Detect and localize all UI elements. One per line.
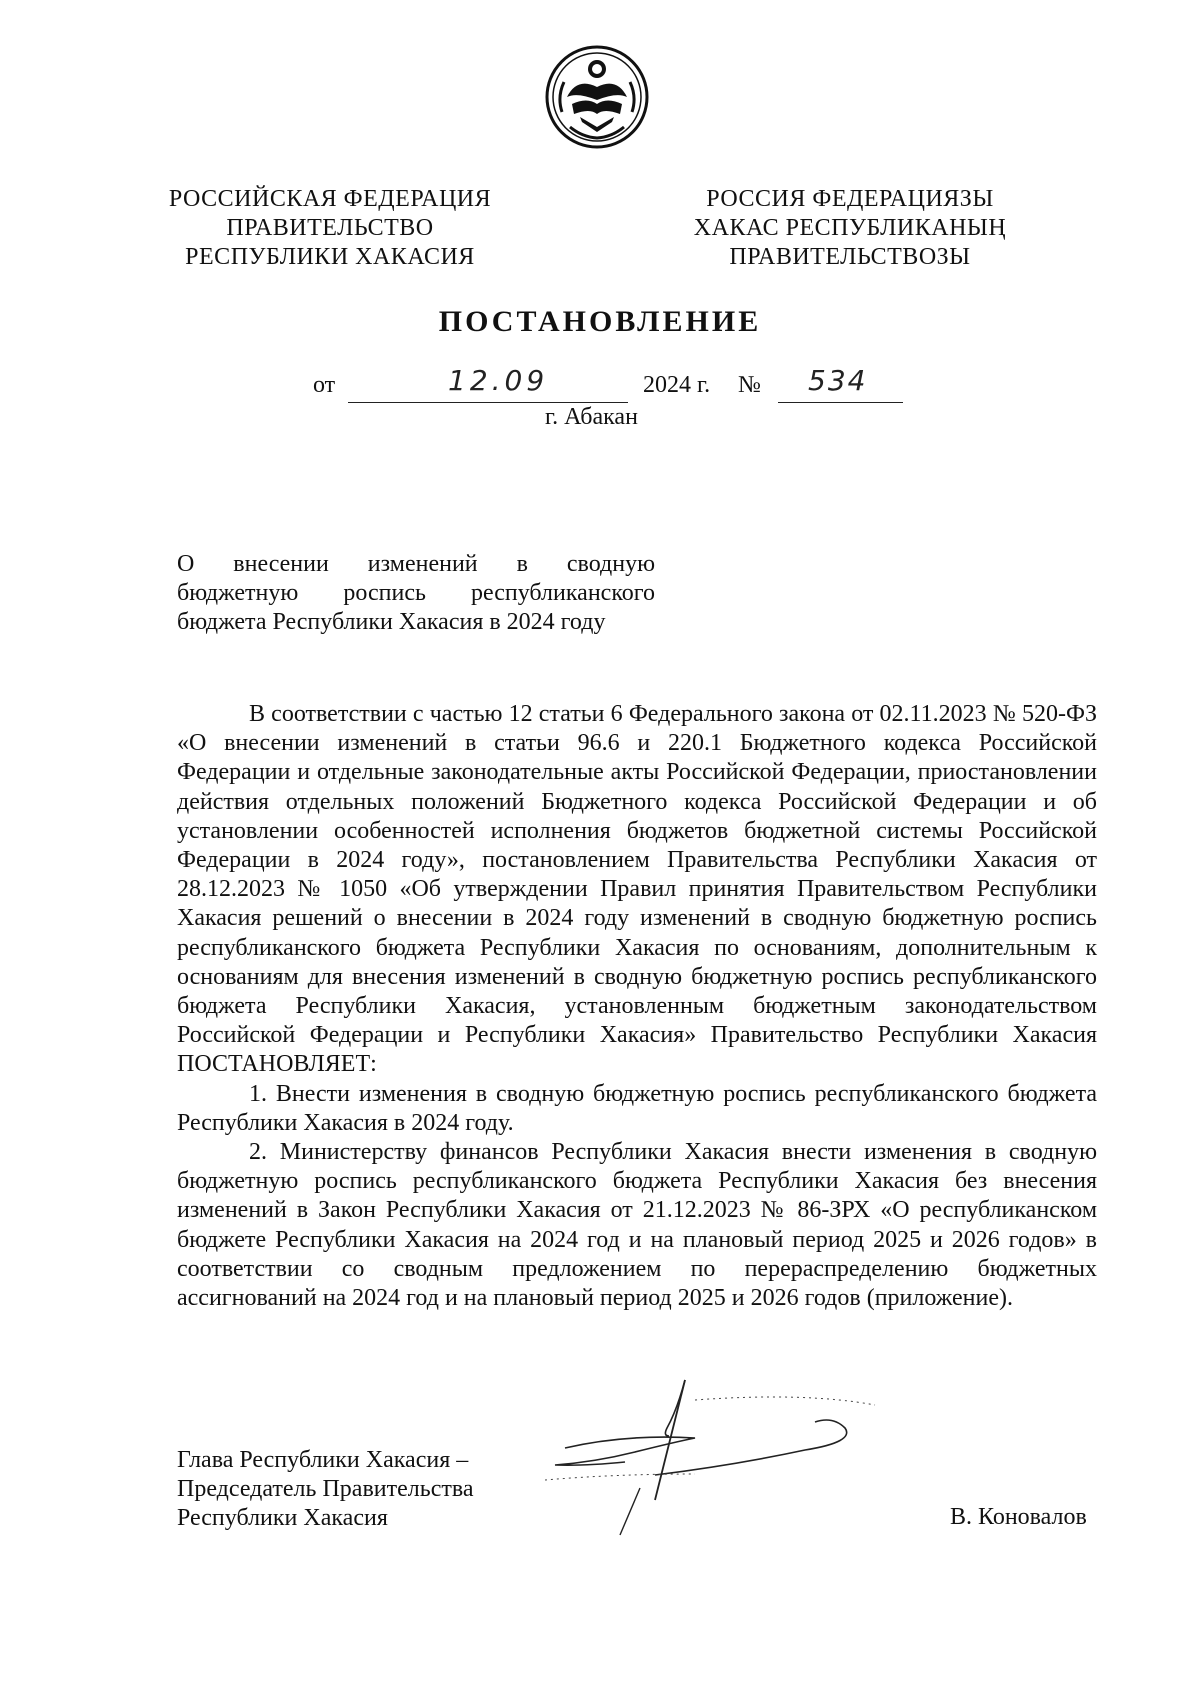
signatory-title [177,1446,474,1533]
body-paragraph: 1. Внести изменения в сводную бюджетную роспись республиканского бюджета Республики Хакасия в 2024 году. [177,1080,1097,1136]
subject-line: О внесении изменений в сводную [177,551,655,577]
coat-of-arms-icon [542,42,652,152]
signatory-title-line: Председатель Правительства [177,1476,474,1502]
header-left-line: РОССИЙСКАЯ ФЕДЕРАЦИЯ [168,186,492,212]
number-sign: № [738,372,761,398]
number-underline [778,402,903,403]
header-right-line: РОССИЯ ФЕДЕРАЦИЯЗЫ [706,186,994,212]
signer-name: В. Коновалов [950,1504,1087,1530]
subject-line: бюджетную роспись республиканского [177,580,655,606]
header-left-line: ПРАВИТЕЛЬСТВО [226,215,434,241]
handwritten-signature [545,1370,935,1560]
body-paragraph: 2. Министерству финансов Республики Хакасия внести изменения в сводную бюджетную роспись республиканского бюджета Республики Хакасия без внесения изменений в Закон Республики Хакасия от 21.12.2023 № 86-ЗРХ «О республиканском бюджете Республики Хакасия на 2024 год и на плановый период 2025 и 2026 годов» в соответствии со сводным предложением по перераспределению бюджетных ассигнований на 2024 год и на плановый период 2025 и 2026 годов (приложение). [177,1139,1097,1312]
body-paragraph: В соответствии с частью 12 статьи 6 Федерального закона от 02.11.2023 № 520-ФЗ «О внесении изменений в статьи 96.6 и 220.1 Бюджетного кодекса Российской Федерации и отдельные законодательные акты Российской Федерации, приостановлении действия отдельных положений Бюджетного кодекса Российской Федерации и об установлении особенностей исполнения бюджетов бюджетной системы Российской Федерации в 2024 году», постановлением Правительства Республики Хакасия от 28.12.2023 № 1050 «Об утверждении Правил принятия Правительством Республики Хакасия решений о внесении в 2024 году изменений в сводную бюджетную роспись республиканского бюджета Республики Хакасия по основаниям, дополнительным к основаниям для внесения изменений в сводную бюджетную роспись республиканского бюджета Республики Хакасия, установленным бюджетным законодательством Российской Федерации и Республики Хакасия» Правительство Республики Хакасия ПОСТАНОВЛЯЕТ: [177,701,1097,1078]
header-left [160,185,500,272]
subject-line: бюджета Республики Хакасия в 2024 году [177,609,606,635]
date-underline [348,402,628,403]
body-text [177,700,1097,1313]
header-right-line: ХАКАС РЕСПУБЛИКАНЫҢ [693,215,1007,241]
subject-block [177,550,655,637]
date-year: 2024 г. [643,372,711,398]
signatory-title-line: Республики Хакасия [177,1505,388,1531]
handwritten-date: 12.09 [448,364,549,397]
signatory-title-line: Глава Республики Хакасия – [177,1447,469,1473]
handwritten-number: 534 [808,364,868,397]
header-right [680,185,1020,272]
city: г. Абакан [545,404,638,430]
header-right-line: ПРАВИТЕЛЬСТВОЗЫ [729,244,971,270]
header-left-line: РЕСПУБЛИКИ ХАКАСИЯ [185,244,475,270]
date-prefix: от [313,372,336,398]
document-title: ПОСТАНОВЛЕНИЕ [438,305,762,338]
